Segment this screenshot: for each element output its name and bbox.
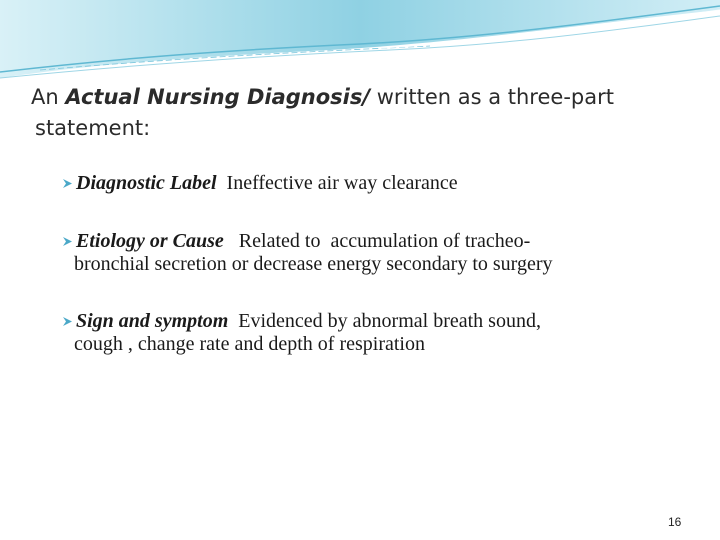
title-line2: statement: xyxy=(35,116,151,140)
title-suffix: written as a three-part xyxy=(370,85,614,109)
wedge-bullet-icon xyxy=(62,178,73,189)
title-emphasis: Actual Nursing Diagnosis/ xyxy=(65,85,371,109)
title-prefix: An xyxy=(31,85,66,109)
header-wave-decoration xyxy=(0,0,720,90)
bullet-diagnostic-label xyxy=(76,172,676,195)
bullet-continuation: bronchial secretion or decrease energy secondary to surgery xyxy=(74,253,553,275)
wedge-bullet-icon xyxy=(62,236,73,247)
page-number: 16 xyxy=(668,515,682,529)
bullet-text: Evidenced by abnormal breath sound, xyxy=(228,310,541,332)
slide-title xyxy=(31,82,671,144)
wedge-bullet-icon xyxy=(62,316,73,327)
bullet-continuation: cough , change rate and depth of respiration xyxy=(74,333,425,355)
bullet-label: Sign and symptom xyxy=(76,310,229,332)
bullet-label: Etiology or Cause xyxy=(76,230,224,252)
bullet-label: Diagnostic Label xyxy=(76,172,217,194)
bullet-text: Ineffective air way clearance xyxy=(216,172,458,194)
bullet-etiology xyxy=(76,230,676,276)
bullet-text: Related to accumulation of tracheo- xyxy=(223,230,531,252)
bullet-sign-symptom xyxy=(76,310,676,356)
